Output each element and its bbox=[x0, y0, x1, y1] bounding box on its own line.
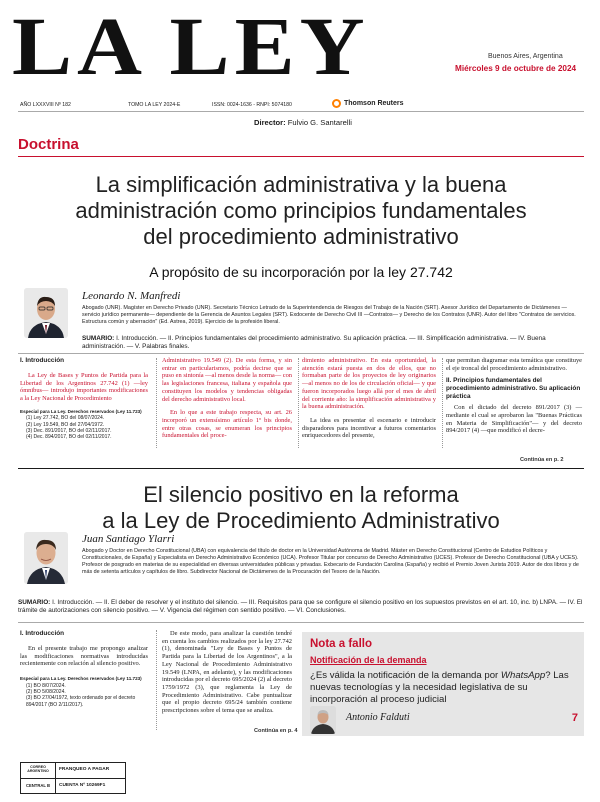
question-pre: ¿Es válida la notificación de la demanda por bbox=[310, 670, 501, 681]
article2-title-line2: a la Ley de Procedimiento Administrativo bbox=[102, 508, 500, 533]
article1-col1 bbox=[20, 357, 148, 441]
postal-central: CENTRAL B bbox=[21, 779, 56, 794]
postal-franqueo: FRANQUEO A PAGAR bbox=[59, 767, 110, 772]
col2-text: De este modo, para analizar la cuestión tendré en cuenta los cambios realizados por la ley 27.742 (1), denominada "Ley de Bases y Puntos de Partida para la Libertad de los Argentinos", a la Ley Nacional de Procedimiento Administrativo 19.549 (LNPA, en adelante), y las modificaciones introducidas por el decreto 695/2024 (2) al decreto 1759/1972 (3), que reglamenta la Ley de Procedimiento Administrativo. Cabe puntualizar que el propio decreto 695/24 también contiene prescripciones sobre el tema que se analiza. bbox=[162, 630, 292, 715]
author1-bio: Abogado (UNR). Magíster en Derecho Privado (UNR). Secretario Técnico Letrado de la Superintendencia de Riesgos del Trabajo de la Nación (SRT). Asesor Jurídico del Departamento de Dictámenes —servicio jurídico permanente— dependiente de la Gerencia de Asuntos Legales (SRT). Exdocente de Derecho Civil III —Contratos— y Derecho de los Contratos (UNR). Autor del libro "Contratos de servicios. Estructura común y aberración" (Ed. Astrea, 2019). Ejercicio de la profesión liberal. bbox=[82, 305, 576, 325]
article2-cols-rule bbox=[18, 622, 584, 623]
postal-correo: CORREO ARGENTINO bbox=[21, 763, 56, 778]
director-name: Fulvio G. Santarelli bbox=[287, 118, 352, 127]
article2-continua: Continúa en p. 4 bbox=[254, 728, 298, 734]
article1-col3 bbox=[302, 357, 436, 440]
col4-text2: Con el dictado del decreto 891/2017 (3) —mediante el cual se aprobaron las "Buenas Prácticas en Materia de Simplificación"— y del decreto 894/2017 (4) —que modificó el decre- bbox=[446, 404, 582, 435]
article1-sumario bbox=[82, 335, 582, 352]
article1-title-line1: La simplificación administrativa y la buena bbox=[95, 172, 507, 197]
article1-title-line2: administración como principios fundamentales bbox=[75, 198, 527, 223]
author1-avatar bbox=[24, 288, 68, 338]
col-divider bbox=[442, 358, 443, 448]
author2-name: Juan Santiago Ylarri bbox=[82, 533, 175, 545]
sumario-label: SUMARIO: bbox=[18, 599, 51, 606]
col-divider bbox=[156, 630, 157, 730]
article1-cols-rule bbox=[18, 353, 584, 354]
article1-col4 bbox=[446, 357, 582, 435]
sumario-text: I. Introducción. — II. Principios fundamentales del procedimiento administrativo. Su aplicación práctica. — III. Simplificación administrativa. — IV. Buena administración. — V. Palabras finales. bbox=[82, 335, 546, 351]
author2-bio: Abogado y Doctor en Derecho Constitucional (UBA) con equivalencia del título de doctor en la Universidad Autónoma de Madrid. Máster en Derecho Constitucional (Centro de Estudios Políticos y Constitucionales, de España) y Especialista en Derecho Administrativo Económico (UCA). Profesor Titular por concurso de Derecho Administrativo (UCES). Profesor de Derecho Constitucional (UBA y UCES). Profesor de posgrado en materias de su especialidad en diversas universidades públicas y privadas. Exbecario de Fundación Carolina (España) y recibió el Premio Joven Jurista 2019. Autor de dos libros y de más de setenta artículos y capítulos de libro. Subdirector Nacional de Dictámenes de la Procuración del Tesoro de la Nación. bbox=[82, 548, 579, 575]
publisher-logo bbox=[332, 99, 404, 108]
publisher-name: Thomson Reuters bbox=[344, 100, 404, 107]
sidebar-author-avatar bbox=[310, 706, 336, 734]
col1-heading: I. Introducción bbox=[20, 630, 65, 637]
masthead-date: Miércoles 9 de octubre de 2024 bbox=[455, 64, 577, 73]
article2-sumario bbox=[18, 599, 584, 616]
article1-continua: Continúa en p. 2 bbox=[520, 457, 564, 463]
question-em: WhatsApp bbox=[500, 670, 546, 681]
masthead-rule bbox=[18, 111, 584, 112]
sidebar-nota-a-fallo bbox=[302, 632, 584, 736]
col3-text2: La idea es presentar el escenario e introducir disparadores para incentivar a futuros comentarios enriquecedores del presente, bbox=[302, 416, 436, 440]
col1-text: En el presente trabajo me propongo analizar las modificaciones normativas introducidas recientemente con relación al silencio positivo. bbox=[20, 645, 148, 668]
col2-text: Administrativo 19.549 (2). De esta forma, y sin entrar en particularismos, podría decirse que se puso en sintonía —al menos desde la norma— con las legislaciones francesa, italiana y española que constituyen los modelos y tendencias obligadas del derecho administrativo local. bbox=[162, 357, 292, 403]
col-divider bbox=[298, 358, 299, 448]
section-separator bbox=[18, 468, 584, 469]
postal-box bbox=[20, 762, 126, 794]
col4-heading: II. Principios fundamentales del procedimiento administrativo. Su aplicación práctica bbox=[446, 377, 581, 400]
col1-footnotes-head: Especial para La Ley. Derechos reservados (Ley 11.723) bbox=[20, 676, 142, 682]
issue-issn: ISSN: 0024-1636 - RNPI: 5074180 bbox=[212, 102, 292, 108]
article2-col2 bbox=[162, 630, 292, 715]
author1-name: Leonardo N. Manfredi bbox=[82, 290, 181, 302]
col3-text: dimiento administrativo. En esta oportunidad, la atención estará puesta en dos de ellos, que no formaban parte de los proyectos de ley originarios —al menos no de los de circulación oficial— y que fueron incorporados luego allá por el mes de abril del corriente año: la simplificación administrativa y la buena administración. bbox=[302, 357, 436, 411]
section-label-doctrina: Doctrina bbox=[18, 136, 79, 153]
section-rule bbox=[18, 156, 584, 157]
col1-heading: I. Introducción bbox=[20, 357, 65, 364]
sumario-label: SUMARIO: bbox=[82, 335, 115, 342]
footnote-2: (2) Ley 19.549, BO del 27/04/1972. bbox=[26, 421, 105, 428]
article2-title bbox=[18, 482, 584, 534]
col4-text: que permitan diagramar esta temática que constituye el eje troncal del procedimiento administrativo. bbox=[446, 357, 582, 372]
footnote-1: (1) BO 8/07/2024. bbox=[26, 682, 66, 689]
footnote-4: (4) Dec. 894/2017, BO del 02/11/2017. bbox=[26, 434, 112, 441]
article2-title-line1: El silencio positivo en la reforma bbox=[143, 482, 459, 507]
issue-tomo: TOMO LA LEY 2024-E bbox=[128, 102, 181, 108]
publisher-mark-icon bbox=[332, 99, 341, 108]
footnote-3: (3) Dec. 891/2017, BO del 02/11/2017. bbox=[26, 428, 112, 435]
director-line bbox=[254, 118, 352, 127]
article1-subtitle: A propósito de su incorporación por la ley 27.742 bbox=[149, 264, 453, 280]
sidebar-question bbox=[310, 670, 578, 706]
footnote-1: (1) Ley 27.742, BO del 08/07/2024. bbox=[26, 415, 105, 422]
sidebar-label: Nota a fallo bbox=[310, 638, 372, 650]
director-label: Director: bbox=[254, 118, 286, 127]
footnote-3: (3) BO 27/04/1972, texto ordenado por el decreto 894/2017 (BO 2/11/2017). bbox=[26, 695, 136, 708]
masthead-city: Buenos Aires, Argentina bbox=[488, 53, 563, 60]
col2-text2: En lo que a este trabajo respecta, su art. 26 incorporó un extensísimo artículo 1º bis donde, entre otras cosas, se enumeran los principios fundamentales del proce- bbox=[162, 409, 292, 440]
question-post: ? Las nuevas tecnologías y la necesidad legislativa de su incorporación al proceso judicial bbox=[310, 670, 569, 705]
issue-year: AÑO LXXXVIII Nº 182 bbox=[20, 102, 71, 108]
article2-col1 bbox=[20, 630, 148, 708]
col1-text: La Ley de Bases y Puntos de Partida para la Libertad de los Argentinos 27.742 (1) —ley ómnibus— introdujo importantes modificaciones a la Ley Nacional de Procedimiento bbox=[20, 372, 148, 403]
sidebar-page: 7 bbox=[571, 712, 578, 724]
sidebar-link[interactable]: Notificación de la demanda bbox=[310, 655, 427, 665]
article1-title bbox=[18, 172, 584, 250]
article1-title-line3: del procedimiento administrativo bbox=[143, 224, 459, 249]
postal-cuenta: CUENTA Nº 10269F1 bbox=[59, 783, 106, 788]
col-divider bbox=[156, 358, 157, 448]
col1-footnotes-head: Especial para La Ley. Derechos reservados (Ley 11.723) bbox=[20, 408, 142, 414]
article1-col2 bbox=[162, 357, 292, 440]
sumario-text: I. Introducción. — II. El deber de resolver y el instituto del silencio. — III. Requisitos para que se configure el silencio positivo en los supuestos previstos en el art. 10, inc. b) LNPA. — IV. El trámite de autorizaciones con silencio positivo. — V. Vigencia del régimen con sentido positivo. — VI. Conclusiones. bbox=[18, 599, 583, 615]
author2-avatar bbox=[24, 532, 68, 584]
masthead-logo: LA LEY bbox=[12, 1, 370, 93]
sidebar-author: Antonio Falduti bbox=[346, 712, 410, 723]
footnote-2: (2) BO 5/08/2024. bbox=[26, 688, 66, 695]
